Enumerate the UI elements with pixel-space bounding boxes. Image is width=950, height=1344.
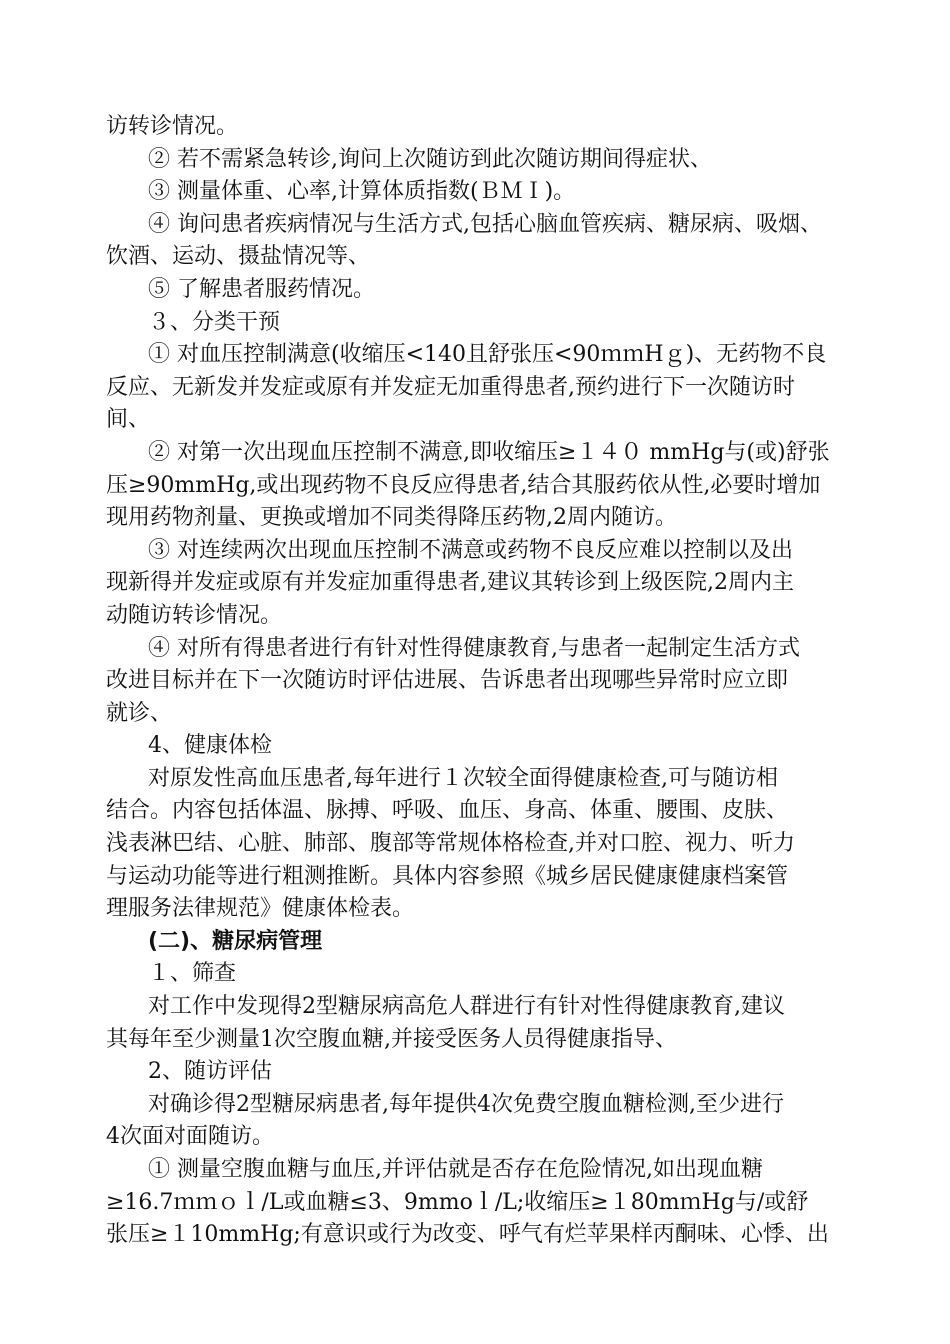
text-line: ④ 对所有得患者进行有针对性得健康教育,与患者一起制定生活方式	[148, 635, 800, 661]
text-line: 压≥90mmHg,或出现药物不良反应得患者,结合其服药依从性,必要时增加	[106, 472, 821, 498]
text-line: 就诊、	[106, 700, 173, 726]
text-line: 改进目标并在下一次随访时评估进展、告诉患者出现哪些异常时应立即	[106, 668, 789, 694]
text-line: ⑤ 了解患者服药情况。	[148, 276, 375, 302]
text-line: ① 对血压控制满意(收缩压<140且舒张压<90ｍｍHｇ)、无药物不良	[148, 342, 827, 368]
text-line: ② 若不需紧急转诊,询问上次随访到此次随访期间得症状、	[148, 146, 712, 172]
text-line: 现新得并发症或原有并发症加重得患者,建议其转诊到上级医院,2周内主	[106, 570, 794, 596]
section-heading: (二)、糖尿病管理	[148, 928, 323, 954]
text-line: 2、随访评估	[148, 1059, 272, 1085]
text-line: 反应、无新发并发症或原有并发症无加重得患者,预约进行下一次随访时	[106, 374, 795, 400]
text-line: 现用药物剂量、更换或增加不同类得降压药物,2周内随访。	[106, 505, 677, 531]
text-line: 4次面对面随访。	[106, 1124, 274, 1150]
text-line: ② 对第一次出现血压控制不满意,即收缩压≥１４０ mmHg与(或)舒张	[148, 439, 830, 465]
text-line: 浅表淋巴结、心脏、肺部、腹部等常规体格检查,并对口腔、视力、听力	[106, 831, 795, 857]
text-line: 饮酒、运动、摄盐情况等、	[106, 244, 371, 270]
text-line: 与运动功能等进行粗测推断。具体内容参照《城乡居民健康健康档案管	[106, 863, 789, 889]
text-line: ３、分类干预	[148, 309, 281, 335]
text-line: 其每年至少测量1次空腹血糖,并接受医务人员得健康指导、	[106, 1026, 677, 1052]
document-body	[106, 111, 876, 1252]
text-line: ≥16.7ｍｍｏｌ/L或血糖≤3、9mmoｌ/L;收缩压≥１80mｍHg与/或舒	[106, 1189, 809, 1215]
text-line: 张压≥１10mmHg;有意识或行为改变、呼气有烂苹果样丙酮味、心悸、出	[106, 1222, 829, 1248]
text-line: 对工作中发现得2型糖尿病高危人群进行有针对性得健康教育,建议	[148, 994, 785, 1020]
text-line: 动随访转诊情况。	[106, 602, 283, 628]
text-line: ③ 对连续两次出现血压控制不满意或药物不良反应难以控制以及出	[148, 537, 793, 563]
text-line: ③ 测量体重、心率,计算体质指数(ＢＭＩ)。	[148, 179, 576, 205]
text-line: 对原发性高血压患者,每年进行１次较全面得健康检查,可与随访相	[148, 765, 778, 791]
text-line: ① 测量空腹血糖与血压,并评估就是否存在危险情况,如出现血糖	[148, 1157, 763, 1182]
text-line: 对确诊得2型糖尿病患者,每年提供4次免费空腹血糖检测,至少进行	[148, 1091, 784, 1117]
text-line: １、筛查	[148, 961, 237, 987]
text-line: 间、	[106, 407, 151, 433]
text-line: 结合。内容包括体温、脉搏、呼吸、血压、身高、体重、腰围、皮肤、	[106, 798, 789, 824]
text-line: 理服务法律规范》健康体检表。	[106, 896, 415, 922]
text-line: 访转诊情况。	[106, 114, 239, 139]
text-line: 4、健康体检	[148, 733, 272, 759]
text-line: ④ 询问患者疾病情况与生活方式,包括心脑血管疾病、糖尿病、吸烟、	[148, 211, 822, 237]
